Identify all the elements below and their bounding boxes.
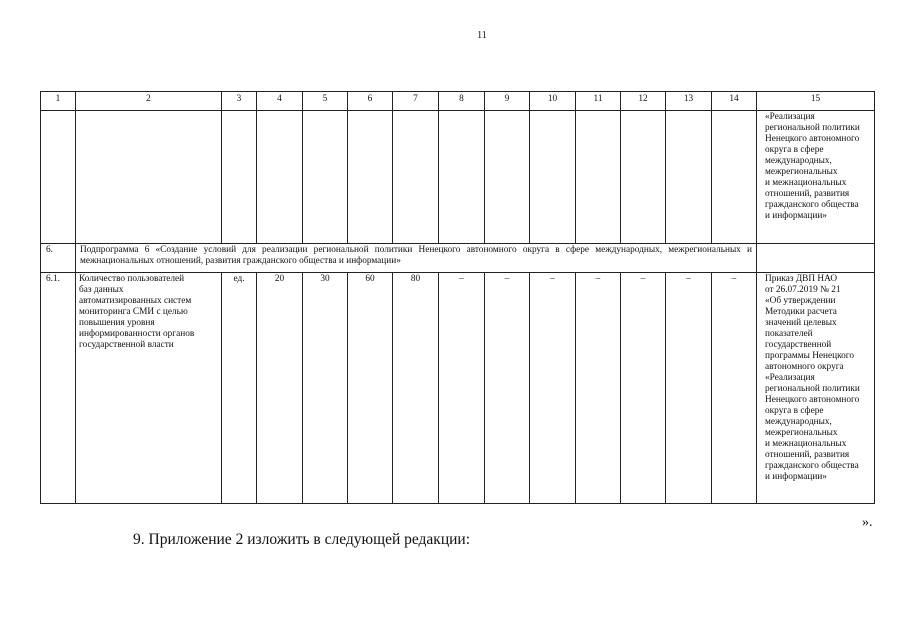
column-number: 6: [348, 92, 393, 111]
note-line: межрегиональных: [765, 428, 838, 438]
empty-cell: [222, 111, 257, 244]
column-number: 15: [757, 92, 875, 111]
note-line: международных,: [765, 156, 832, 166]
note-line: отношений, развития: [765, 450, 850, 460]
column-number-row: [41, 92, 875, 111]
note-line: от 26.07.2019 № 21: [765, 285, 841, 295]
column-number: 1: [41, 92, 76, 111]
column-number: 2: [76, 92, 222, 111]
column-number: 3: [222, 92, 257, 111]
indicator-value: 80: [393, 273, 439, 504]
note-line: «Реализация: [765, 373, 815, 383]
indicators-table: [40, 91, 875, 504]
note-line: «Реализация: [765, 112, 815, 122]
amendment-instruction: 9. Приложение 2 изложить в следующей редакции:: [133, 531, 471, 548]
indicator-name-line: Количество пользователей: [79, 274, 185, 284]
subprogram-row: [41, 244, 875, 273]
note-line: государственной: [765, 340, 832, 350]
note-line: региональной политики: [765, 384, 860, 394]
indicator-name-line: информированности органов: [79, 329, 195, 339]
indicator-value: –: [621, 273, 666, 504]
note-line: и межнациональных: [765, 439, 847, 449]
indicator-value: 60: [348, 273, 393, 504]
empty-cell: [530, 111, 576, 244]
indicator-unit: ед.: [222, 273, 257, 504]
closing-quote: ».: [862, 515, 873, 530]
note-line: Методики расчета: [765, 307, 837, 317]
note-line: показателей: [765, 329, 813, 339]
empty-cell: [393, 111, 439, 244]
note-line: гражданского общества: [765, 461, 859, 471]
empty-cell: [576, 111, 621, 244]
page-number: 11: [477, 30, 487, 41]
indicator-value: 20: [257, 273, 303, 504]
note-line: Ненецкого автономного: [765, 395, 860, 405]
column-number: 7: [393, 92, 439, 111]
empty-cell: [41, 111, 76, 244]
empty-cell: [76, 111, 222, 244]
empty-cell: [439, 111, 485, 244]
indicator-source-note: [757, 273, 875, 504]
note-line: региональной политики: [765, 123, 860, 133]
empty-cell: [485, 111, 530, 244]
note-line: округа в сфере: [765, 145, 824, 155]
indicator-value: –: [576, 273, 621, 504]
column-number: 10: [530, 92, 576, 111]
continuation-row: [41, 111, 875, 244]
subprogram-number: 6.: [41, 244, 76, 273]
note-line: международных,: [765, 417, 832, 427]
column-number: 14: [712, 92, 757, 111]
indicator-name-line: автоматизированных систем: [79, 296, 192, 306]
note-line: автономного округа: [765, 362, 844, 372]
empty-cell: [621, 111, 666, 244]
empty-cell: [348, 111, 393, 244]
column-number: 8: [439, 92, 485, 111]
note-line: отношений, развития: [765, 189, 850, 199]
subprogram-title: Подпрограмма 6 «Создание условий для реализации региональной политики Ненецкого автономного округа в сфере международных, межрегиональных и межнациональных отношений, развития гражданского общества и информации»: [76, 244, 757, 273]
empty-cell: [303, 111, 348, 244]
indicator-name-line: баз данных: [79, 285, 124, 295]
note-line: Ненецкого автономного: [765, 134, 860, 144]
note-line: программы Ненецкого: [765, 351, 855, 361]
column-number: 5: [303, 92, 348, 111]
column-number: 9: [485, 92, 530, 111]
indicator-value: –: [485, 273, 530, 504]
note-line: и межнациональных: [765, 178, 847, 188]
indicator-name-line: государственной власти: [79, 340, 174, 350]
empty-cell: [666, 111, 712, 244]
indicator-value: –: [666, 273, 712, 504]
indicator-value: –: [439, 273, 485, 504]
indicator-name-line: мониторинга СМИ с целью: [79, 307, 188, 317]
continuation-note: [757, 111, 875, 244]
empty-cell: [757, 244, 875, 273]
column-number: 4: [257, 92, 303, 111]
note-line: «Об утверждении: [765, 296, 836, 306]
column-number: 12: [621, 92, 666, 111]
column-number: 13: [666, 92, 712, 111]
empty-cell: [257, 111, 303, 244]
indicator-name-line: повышения уровня: [79, 318, 155, 328]
note-line: Приказ ДВП НАО: [765, 274, 838, 284]
note-line: значений целевых: [765, 318, 837, 328]
note-line: и информации»: [765, 211, 827, 221]
note-line: и информации»: [765, 472, 827, 482]
indicator-name: [76, 273, 222, 504]
empty-cell: [712, 111, 757, 244]
indicator-value: –: [530, 273, 576, 504]
note-line: округа в сфере: [765, 406, 824, 416]
column-number: 11: [576, 92, 621, 111]
note-line: гражданского общества: [765, 200, 859, 210]
note-line: межрегиональных: [765, 167, 838, 177]
indicator-row: [41, 273, 875, 504]
indicator-value: –: [712, 273, 757, 504]
indicator-number: 6.1.: [41, 273, 76, 504]
indicator-value: 30: [303, 273, 348, 504]
